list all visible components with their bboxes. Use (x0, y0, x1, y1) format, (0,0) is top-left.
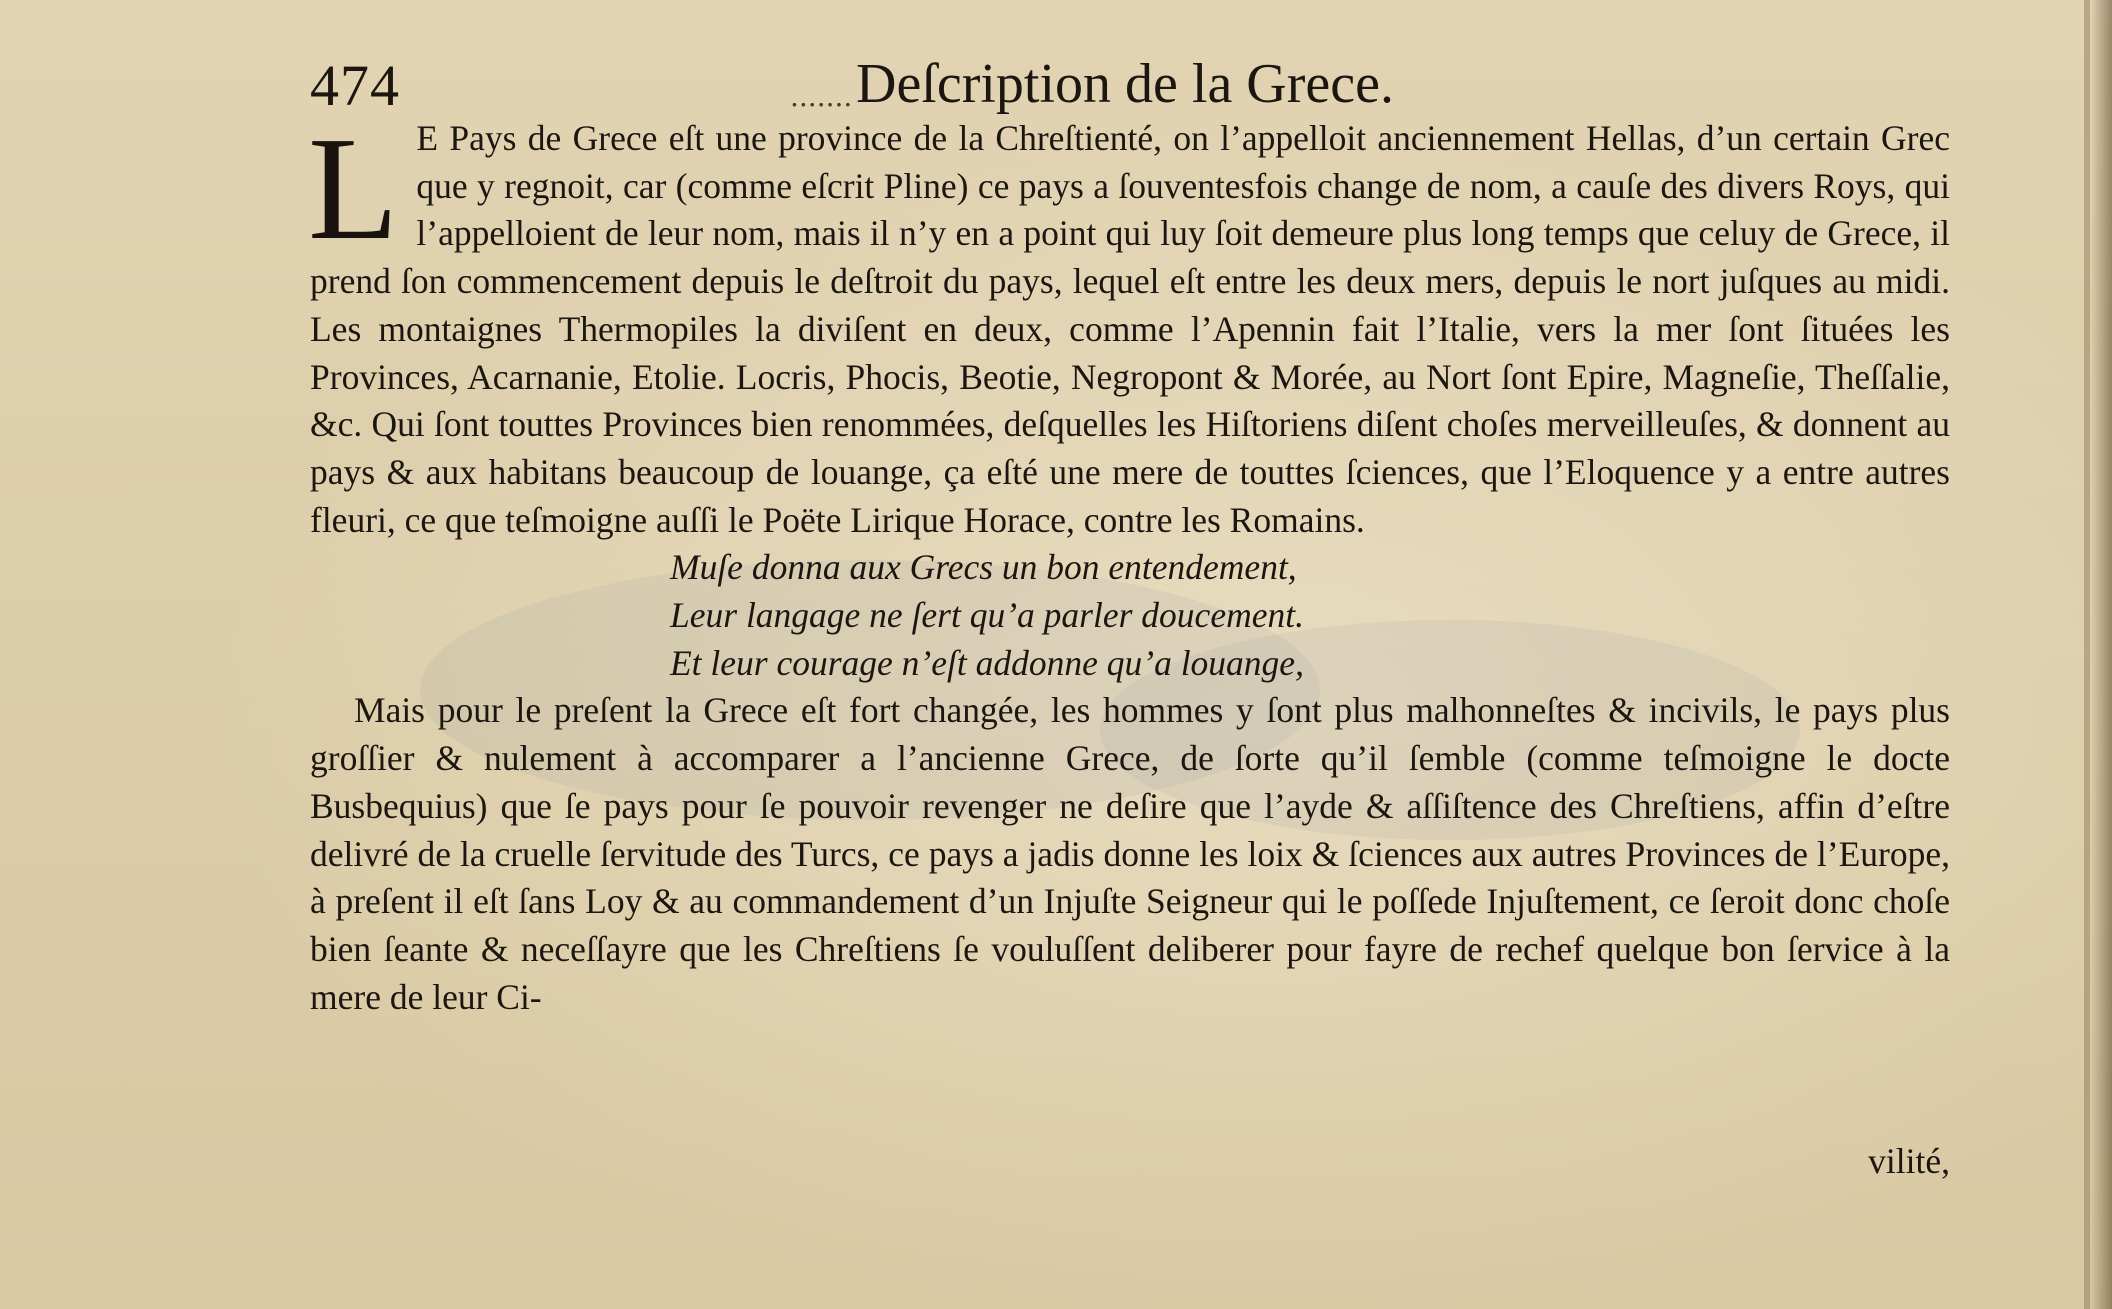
text-body (308, 107, 1950, 1021)
drop-cap: L (308, 107, 399, 271)
header-ornament: ....... · (790, 80, 871, 113)
paragraph-2: Mais pour le preſent la Grece eſt fort changée, les hommes y ſont plus malhonneſtes & incivils, le pays plus groſſier & nulement à accomparer a l’ancienne Grece, de ſorte qu’il ſemble (comme teſmoigne le docte Busbequius) que ſe pays pour ſe pouvoir revenger ne deſire que l’ayde & aſſiſtence des Chreſtiens, affin d’eſtre delivré de la cruelle ſervitude des Turcs, ce pays a jadis donne les loix & ſciences aux autres Provinces de l’Europe, à preſent il eſt ſans Loy & au commandement d’un Injuſte Seigneur qui le poſſede Injuſtement, ce ſeroit donc choſe bien ſeante & neceſſayre que les Chreſtiens ſe vouluſſent deliberer pour fayre de rechef quelque bon ſervice à la mere de leur Ci- (310, 690, 1950, 1017)
catchword: vilité, (1868, 1141, 1950, 1181)
verse-line: Muſe donna aux Grecs un bon entendement, (670, 547, 1297, 588)
verse-quotation (670, 544, 1950, 687)
spine-shadow (2090, 0, 2112, 1309)
paragraph-1: E Pays de Grece eſt une province de la Chreſtienté, on l’appelloit anciennement Hellas, d’un certain Grec que y regnoit, car (comme eſcrit Pline) ce pays a ſouventesfois change de nom, a cauſe des divers Roys, qui l’appelloient de leur nom, mais il n’y en a point qui luy ſoit demeure plus long temps que celuy de Grece, il prend ſon commencement depuis le deſtroit du pays, lequel eſt entre les deux mers, depuis le nort juſques au midi. Les montaignes Thermopiles la diviſent en deux, comme l’Apennin fait l’Italie, vers la mer ſont ſituées les Provinces, Acarnanie, Etolie. Locris, Phocis, Beotie, Negropont & Morée, au Nort ſont Epire, Magneſie, Theſſalie, &c. Qui ſont touttes Provinces bien renommées, deſquelles les Hiſtoriens diſent choſes merveilleuſes, & donnent au pays & aux habitans beaucoup de louange, ça eſté une mere de touttes ſciences, que l’Eloquence y a entre autres fleuri, ce que teſmoigne auſſi le Poëte Lirique Horace, contre les Romains. (310, 118, 1950, 540)
verse-line: Leur langage ne ſert qu’a parler doucement. (670, 595, 1304, 636)
verse-line: Et leur courage n’eſt addonne qu’a louange, (670, 642, 1304, 683)
page-number: 474 (310, 53, 400, 118)
running-title: Deſcription de la Grece. (856, 53, 1394, 115)
page-header (310, 52, 1950, 122)
